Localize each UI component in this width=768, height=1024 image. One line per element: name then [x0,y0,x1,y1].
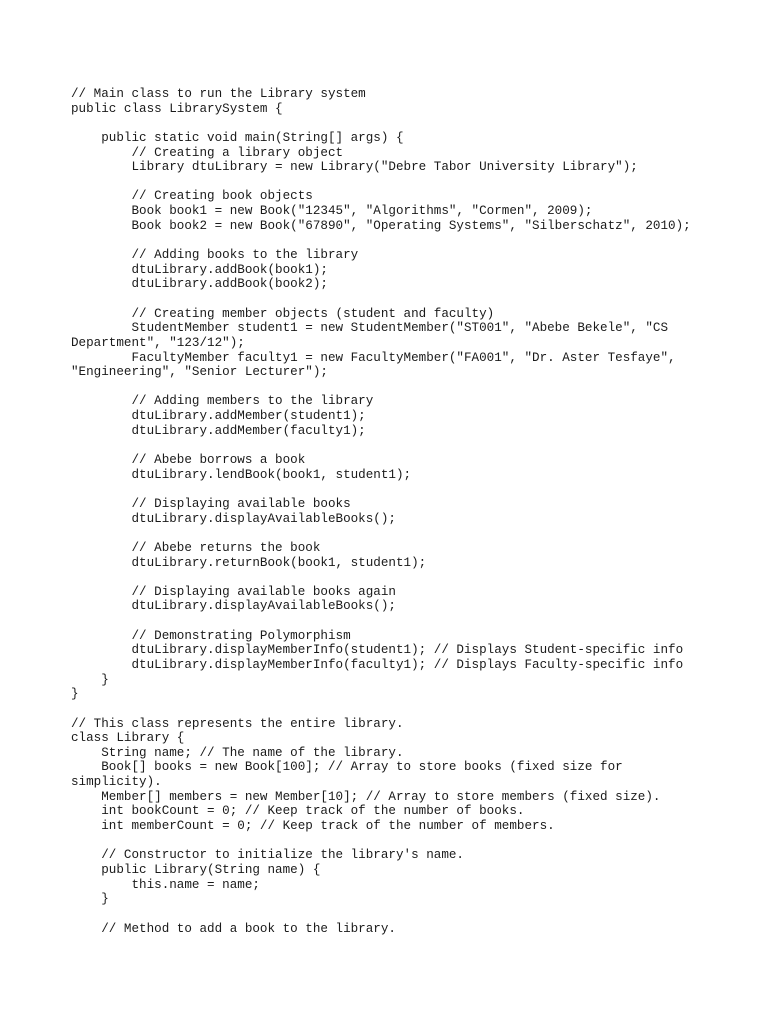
code-line: dtuLibrary.addBook(book2); [71,277,328,292]
code-line: } [71,892,109,907]
code-line: dtuLibrary.addMember(student1); [71,409,366,424]
code-line: // Method to add a book to the library. [71,921,396,936]
code-line: // Adding members to the library [71,394,374,409]
code-line: Member[] members = new Member[10]; // Array to store members (fixed size). [71,789,661,804]
code-line [71,614,751,629]
code-line [71,834,751,849]
code-line [71,380,751,395]
code-line: String name; // The name of the library. [71,745,404,760]
code-line: // Constructor to initialize the library's name. [71,848,464,863]
code-line: // This class represents the entire library. [71,716,404,731]
code-line: // Abebe borrows a book [71,453,306,468]
code-line: public class LibrarySystem { [71,101,283,116]
code-line: "Engineering", "Senior Lecturer"); [71,365,328,380]
code-line [71,702,751,717]
code-line: FacultyMember faculty1 = new FacultyMember("FA001", "Dr. Aster Tesfaye", [71,350,676,365]
code-line: // Demonstrating Polymorphism [71,628,351,643]
code-line: // Abebe returns the book [71,540,321,555]
code-line [71,233,751,248]
code-line [71,907,751,922]
code-line [71,438,751,453]
code-line: simplicity). [71,775,162,790]
code-line: public Library(String name) { [71,862,321,877]
code-line: // Main class to run the Library system [71,87,366,101]
code-line: dtuLibrary.lendBook(book1, student1); [71,467,412,482]
code-line: Library dtuLibrary = new Library("Debre Tabor University Library"); [71,160,638,175]
code-line: dtuLibrary.addMember(faculty1); [71,423,366,438]
code-line: dtuLibrary.displayAvailableBooks(); [71,599,396,614]
code-line: dtuLibrary.displayMemberInfo(faculty1); // Displays Faculty-specific info [71,657,684,672]
code-line: Book book1 = new Book("12345", "Algorithms", "Cormen", 2009); [71,204,593,219]
code-line: // Creating book objects [71,189,313,204]
code-line [71,175,751,190]
code-line: Book[] books = new Book[100]; // Array to store books (fixed size for [71,760,623,775]
code-line: // Adding books to the library [71,248,359,263]
code-line: // Creating a library object [71,145,344,160]
java-code-block [71,87,751,936]
code-line: dtuLibrary.displayAvailableBooks(); [71,511,396,526]
code-line [71,116,751,131]
code-line: int bookCount = 0; // Keep track of the number of books. [71,804,525,819]
code-line: dtuLibrary.returnBook(book1, student1); [71,555,427,570]
code-line: dtuLibrary.displayMemberInfo(student1); // Displays Student-specific info [71,643,684,658]
code-line: Department", "123/12"); [71,335,245,350]
code-line: this.name = name; [71,877,260,892]
code-line: // Creating member objects (student and faculty) [71,306,495,321]
code-line: dtuLibrary.addBook(book1); [71,262,328,277]
code-line [71,570,751,585]
code-line [71,526,751,541]
code-line: class Library { [71,731,185,746]
code-line [71,292,751,307]
code-line: // Displaying available books again [71,584,396,599]
code-line: // Displaying available books [71,496,351,511]
code-line: Book book2 = new Book("67890", "Operating Systems", "Silberschatz", 2010); [71,218,691,233]
code-line: } [71,672,109,687]
code-line: StudentMember student1 = new StudentMember("ST001", "Abebe Bekele", "CS [71,321,669,336]
code-line [71,482,751,497]
code-line: public static void main(String[] args) { [71,130,404,145]
code-line: int memberCount = 0; // Keep track of the number of members. [71,819,555,834]
code-line: } [71,687,79,702]
